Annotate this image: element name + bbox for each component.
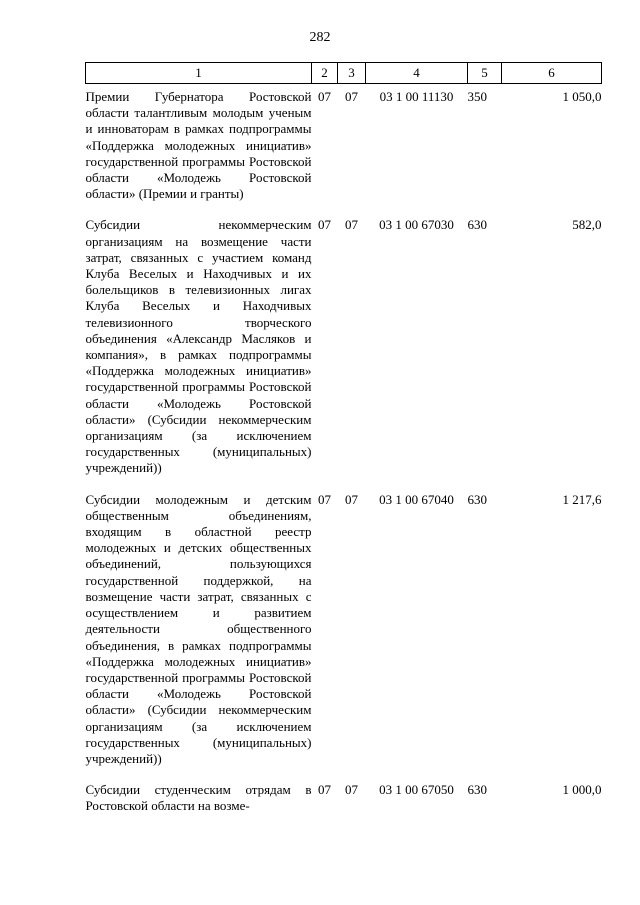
header-col-1: 1 [86, 63, 312, 84]
row-expense-type: 630 [467, 217, 487, 233]
row-amount: 1 000,0 [562, 782, 602, 798]
table-row [86, 483, 602, 773]
row-subsection: 07 [345, 782, 358, 798]
row-section: 07 [318, 89, 331, 104]
row-section: 07 [318, 782, 331, 798]
row-subsection: 07 [345, 217, 358, 233]
row-description: Субсидии некоммерческим организациям на возмещение части затрат, связанных с участием команд Клуба Веселых и Находчивых и их болельщиков в телевизионных лигах Клуба Веселых и Находчивых телевизионного творческого объединения «Александр Масляков и компания», в рамках подпрограммы «Поддержка молодежных инициатив» государственной программы Ростовской области «Молодежь Ростовской области» (Субсидии некоммерческим организациям (за исключением государственных (муниципальных) учреждений)) [85, 217, 312, 476]
budget-table [85, 62, 602, 821]
row-section: 07 [318, 217, 331, 233]
header-col-4: 4 [366, 63, 468, 84]
row-expense-type: 350 [467, 89, 487, 104]
row-section: 07 [318, 491, 331, 507]
row-expense-type: 630 [467, 491, 487, 507]
header-col-3: 3 [338, 63, 366, 84]
row-description: Субсидии молодежным и детским общественным объединениям, входящим в областной реестр молодежных и детских общественных объединений, пользующихся государственной поддержкой, на возмещение части затрат, связанных с осуществлением и развитием деятельности общественного объединения, в рамках подпрограммы «Поддержка молодежных инициатив» государственной программы Ростовской области «Молодежь Ростовской области» (Субсидии некоммерческим организациям (за исключением государственных (муниципальных) учреждений)) [85, 491, 312, 766]
table-row [86, 208, 602, 482]
header-col-5: 5 [468, 63, 502, 84]
header-row [86, 63, 602, 84]
row-target-article: 03 1 00 11130 [379, 89, 454, 104]
row-amount: 1 217,6 [562, 491, 602, 507]
page-number: 282 [309, 30, 331, 45]
table-body [86, 84, 602, 821]
row-target-article: 03 1 00 67050 [379, 782, 454, 798]
row-amount: 1 050,0 [562, 89, 602, 104]
table-row [86, 773, 602, 820]
header-col-2: 2 [312, 63, 338, 84]
header-col-6: 6 [502, 63, 602, 84]
row-subsection: 07 [345, 491, 358, 507]
row-amount: 582,0 [572, 217, 602, 233]
table-header [86, 63, 602, 84]
row-target-article: 03 1 00 67040 [379, 491, 454, 507]
table-row [86, 84, 602, 209]
row-description: Премии Губернатора Ростовской области талантливым молодым ученым и инноваторам в рамках подпрограммы «Поддержка молодежных инициатив» государственной программы Ростовской области «Молодежь Ростовской области» (Премии и гранты) [85, 89, 312, 202]
row-description: Субсидии студенческим отрядам в Ростовской области на возме- [85, 782, 312, 814]
row-expense-type: 630 [467, 782, 487, 798]
row-subsection: 07 [345, 89, 358, 104]
row-target-article: 03 1 00 67030 [379, 217, 454, 233]
